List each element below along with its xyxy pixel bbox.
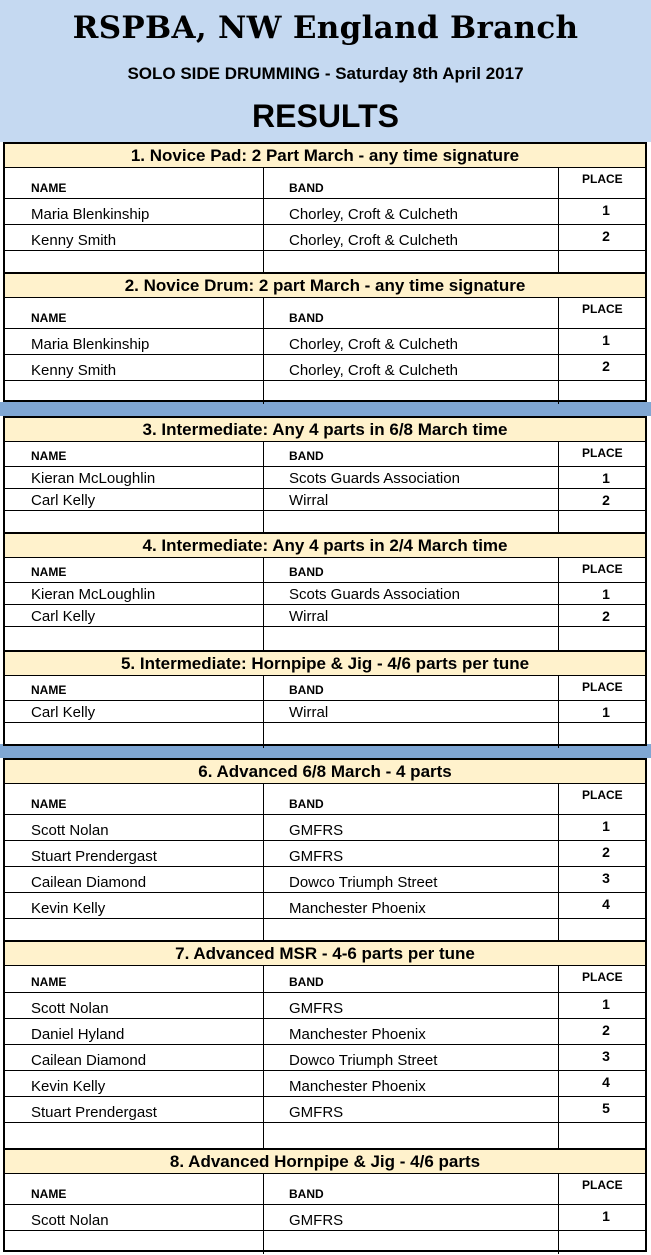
row-divider: [5, 328, 645, 329]
entrant-place: 4: [602, 896, 610, 912]
results-section: [3, 1148, 647, 1252]
entrant-name: Carl Kelly: [31, 492, 96, 509]
entrant-place: 2: [602, 608, 610, 624]
row-divider: [5, 1204, 645, 1205]
row-divider: [5, 1044, 645, 1045]
entrant-place: 2: [602, 844, 610, 860]
column-divider: [263, 676, 264, 748]
entrant-name: Cailean Diamond: [31, 874, 147, 891]
entrant-band: GMFRS: [289, 1000, 344, 1017]
header-banner: [0, 0, 651, 142]
place-column-header: PLACE: [582, 788, 623, 802]
name-column-header: NAME: [31, 449, 67, 463]
section-title: 8. Advanced Hornpipe & Jig - 4/6 parts: [5, 1150, 645, 1174]
row-divider: [5, 722, 645, 723]
section-title: 5. Intermediate: Hornpipe & Jig - 4/6 parts per tune: [5, 652, 645, 676]
row-divider: [5, 626, 645, 627]
entrant-band: GMFRS: [289, 1212, 344, 1229]
entrant-band: Wirral: [289, 492, 329, 509]
place-column-header: PLACE: [582, 172, 623, 186]
name-column-header: NAME: [31, 975, 67, 989]
entrant-name: Stuart Prendergast: [31, 848, 157, 865]
page-subtitle: SOLO SIDE DRUMMING - Saturday 8th April 2017: [127, 64, 524, 83]
entrant-name: Scott Nolan: [31, 1212, 109, 1229]
name-column-header: NAME: [31, 683, 67, 697]
place-column-header: PLACE: [582, 680, 623, 694]
row-divider: [5, 510, 645, 511]
column-divider: [263, 1174, 264, 1254]
entrant-name: Kieran McLoughlin: [31, 586, 156, 603]
name-column-header: NAME: [31, 565, 67, 579]
entrant-name: Kevin Kelly: [31, 1078, 106, 1095]
entrant-name: Kevin Kelly: [31, 900, 106, 917]
name-column-header: NAME: [31, 797, 67, 811]
row-divider: [5, 250, 645, 251]
row-divider: [5, 198, 645, 199]
band-column-header: BAND: [289, 311, 324, 325]
column-divider: [558, 298, 559, 404]
entrant-name: Kenny Smith: [31, 232, 117, 249]
entrant-name: Scott Nolan: [31, 1000, 109, 1017]
row-divider: [5, 892, 645, 893]
entrant-band: Manchester Phoenix: [289, 1026, 426, 1043]
entrant-place: 2: [602, 228, 610, 244]
band-column-header: BAND: [289, 565, 324, 579]
row-divider: [5, 488, 645, 489]
place-column-header: PLACE: [582, 562, 623, 576]
column-divider: [263, 298, 264, 404]
entrant-name: Maria Blenkinship: [31, 206, 150, 223]
results-section: [3, 416, 647, 532]
section-group-separator: [0, 744, 651, 758]
entrant-name: Cailean Diamond: [31, 1052, 147, 1069]
entrant-band: Dowco Triumph Street: [289, 1052, 438, 1069]
row-divider: [5, 1096, 645, 1097]
section-title: 1. Novice Pad: 2 Part March - any time signature: [5, 144, 645, 168]
entrant-band: Scots Guards Association: [289, 470, 460, 487]
entrant-place: 1: [602, 332, 610, 348]
entrant-place: 1: [602, 470, 610, 486]
entrant-place: 1: [602, 586, 610, 602]
band-column-header: BAND: [289, 449, 324, 463]
entrant-place: 1: [602, 818, 610, 834]
results-heading: RESULTS: [252, 98, 399, 134]
results-section: [3, 272, 647, 402]
row-divider: [5, 354, 645, 355]
entrant-band: Manchester Phoenix: [289, 1078, 426, 1095]
name-column-header: NAME: [31, 181, 67, 195]
section-title: 2. Novice Drum: 2 part March - any time signature: [5, 274, 645, 298]
row-divider: [5, 814, 645, 815]
row-divider: [5, 604, 645, 605]
band-column-header: BAND: [289, 797, 324, 811]
row-divider: [5, 992, 645, 993]
place-column-header: PLACE: [582, 302, 623, 316]
row-divider: [5, 918, 645, 919]
row-divider: [5, 1230, 645, 1231]
column-divider: [558, 168, 559, 274]
entrant-band: Chorley, Croft & Culcheth: [289, 206, 458, 223]
entrant-place: 2: [602, 358, 610, 374]
row-divider: [5, 224, 645, 225]
entrant-band: Manchester Phoenix: [289, 900, 426, 917]
results-section: [3, 142, 647, 272]
section-group-separator: [0, 402, 651, 416]
entrant-name: Stuart Prendergast: [31, 1104, 157, 1121]
place-column-header: PLACE: [582, 1178, 623, 1192]
row-divider: [5, 1018, 645, 1019]
entrant-name: Carl Kelly: [31, 608, 96, 625]
entrant-band: Wirral: [289, 704, 329, 721]
entrant-place: 5: [602, 1100, 610, 1116]
row-divider: [5, 700, 645, 701]
row-divider: [5, 1070, 645, 1071]
entrant-place: 1: [602, 996, 610, 1012]
name-column-header: NAME: [31, 311, 67, 325]
row-divider: [5, 466, 645, 467]
entrant-place: 3: [602, 870, 610, 886]
entrant-place: 2: [602, 492, 610, 508]
place-column-header: PLACE: [582, 446, 623, 460]
column-divider: [558, 1174, 559, 1254]
entrant-band: GMFRS: [289, 1104, 344, 1121]
row-divider: [5, 866, 645, 867]
entrant-name: Daniel Hyland: [31, 1026, 125, 1043]
results-section: [3, 758, 647, 940]
entrant-place: 4: [602, 1074, 610, 1090]
section-title: 3. Intermediate: Any 4 parts in 6/8 March time: [5, 418, 645, 442]
entrant-name: Maria Blenkinship: [31, 336, 150, 353]
name-column-header: NAME: [31, 1187, 67, 1201]
row-divider: [5, 840, 645, 841]
column-divider: [558, 676, 559, 748]
entrant-band: Scots Guards Association: [289, 586, 460, 603]
column-divider: [263, 558, 264, 652]
section-title: 6. Advanced 6/8 March - 4 parts: [5, 760, 645, 784]
entrant-band: Chorley, Croft & Culcheth: [289, 336, 458, 353]
section-title: 7. Advanced MSR - 4-6 parts per tune: [5, 942, 645, 966]
entrant-place: 1: [602, 704, 610, 720]
entrant-band: Dowco Triumph Street: [289, 874, 438, 891]
band-column-header: BAND: [289, 683, 324, 697]
entrant-band: Chorley, Croft & Culcheth: [289, 362, 458, 379]
entrant-name: Kenny Smith: [31, 362, 117, 379]
entrant-band: Wirral: [289, 608, 329, 625]
row-divider: [5, 380, 645, 381]
results-section: [3, 650, 647, 746]
results-section: [3, 532, 647, 650]
results-section: [3, 940, 647, 1148]
place-column-header: PLACE: [582, 970, 623, 984]
entrant-band: Chorley, Croft & Culcheth: [289, 232, 458, 249]
entrant-place: 1: [602, 1208, 610, 1224]
entrant-name: Scott Nolan: [31, 822, 109, 839]
column-divider: [263, 168, 264, 274]
column-divider: [558, 558, 559, 652]
entrant-place: 1: [602, 202, 610, 218]
row-divider: [5, 582, 645, 583]
band-column-header: BAND: [289, 1187, 324, 1201]
entrant-name: Carl Kelly: [31, 704, 96, 721]
entrant-place: 2: [602, 1022, 610, 1038]
band-column-header: BAND: [289, 975, 324, 989]
entrant-band: GMFRS: [289, 848, 344, 865]
page-title: RSPBA, NW England Branch: [72, 10, 579, 46]
band-column-header: BAND: [289, 181, 324, 195]
entrant-name: Kieran McLoughlin: [31, 470, 156, 487]
row-divider: [5, 1122, 645, 1123]
entrant-band: GMFRS: [289, 822, 344, 839]
section-title: 4. Intermediate: Any 4 parts in 2/4 March time: [5, 534, 645, 558]
entrant-place: 3: [602, 1048, 610, 1064]
